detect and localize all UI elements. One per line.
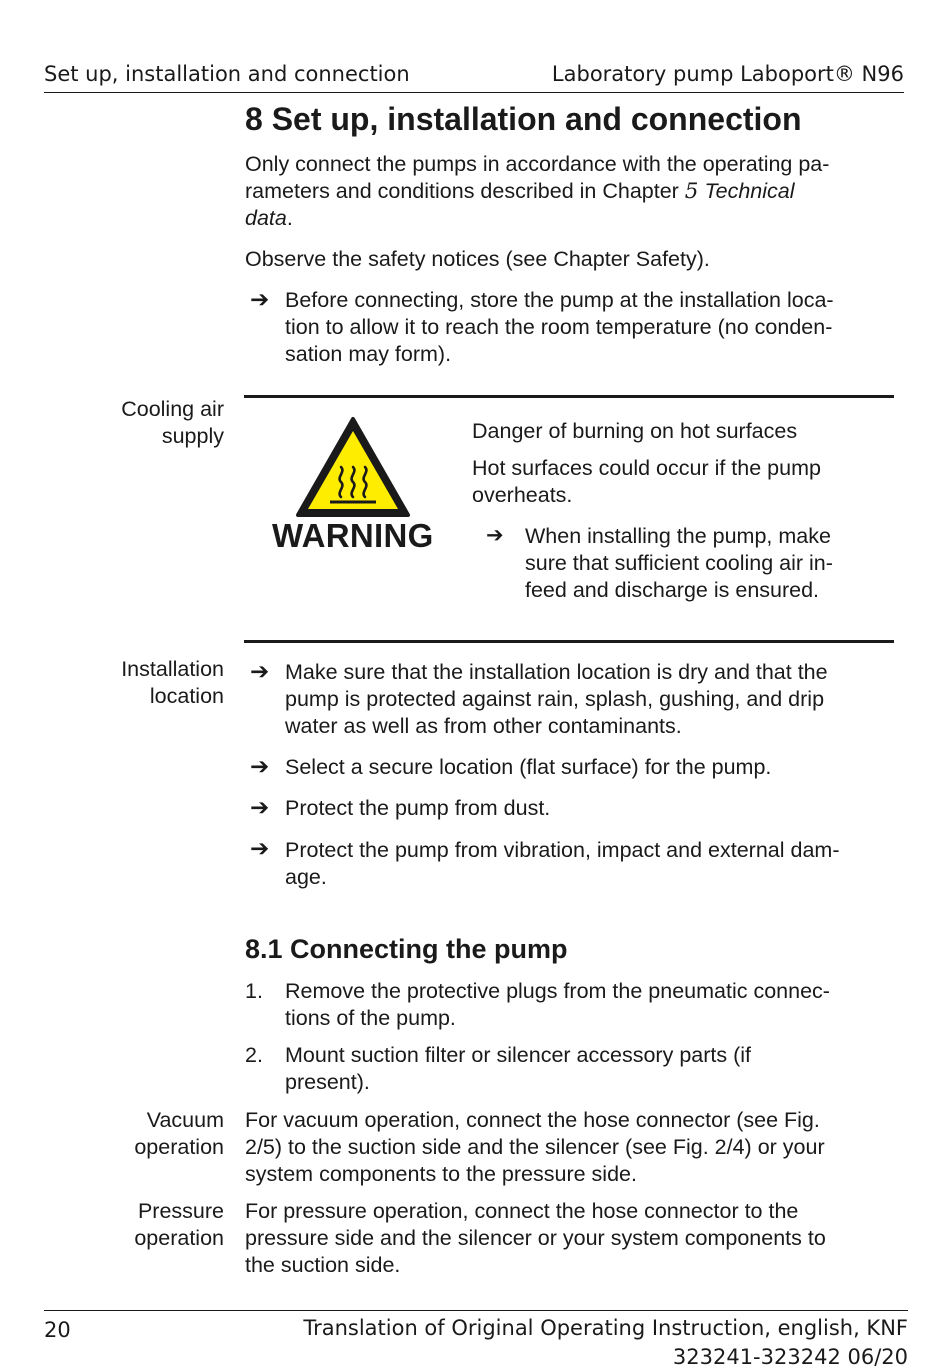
hazard-desc-line: overheats. bbox=[472, 483, 573, 507]
margin-label-line: supply bbox=[161, 424, 224, 448]
chapter-title-part1: Technical bbox=[698, 179, 795, 203]
margin-label-line: Vacuum bbox=[146, 1108, 224, 1132]
margin-label-line: location bbox=[149, 684, 224, 708]
footer-line-1: Translation of Original Operating Instruction, english, KNF bbox=[303, 1316, 908, 1340]
intro-line-1: Only connect the pumps in accordance with the operating pa- bbox=[245, 152, 830, 176]
vacuum-paragraph bbox=[245, 1107, 825, 1188]
warning-top-rule bbox=[244, 395, 894, 398]
margin-label-cooling bbox=[40, 396, 224, 450]
installation-step bbox=[285, 837, 839, 891]
chapter-title-part2: data bbox=[245, 206, 287, 230]
safety-note: Observe the safety notices (see Chapter Safety). bbox=[245, 247, 710, 271]
hazard-action bbox=[525, 523, 833, 604]
hot-surface-warning-icon bbox=[294, 415, 412, 519]
margin-label-line: Cooling air bbox=[121, 397, 224, 421]
margin-label-line: Pressure bbox=[137, 1199, 224, 1223]
paragraph-line: system components to the pressure side. bbox=[245, 1162, 637, 1186]
step-line: Make sure that the installation location is dry and that the bbox=[285, 660, 828, 684]
header-rule bbox=[44, 92, 904, 93]
arrow-icon: ➔ bbox=[486, 524, 504, 547]
margin-label-pressure bbox=[40, 1198, 224, 1252]
step-line: pump is protected against rain, splash, gushing, and drip bbox=[285, 687, 825, 711]
running-header-right: Laboratory pump Laboport® N96 bbox=[551, 62, 904, 86]
page-number: 20 bbox=[44, 1318, 71, 1342]
hazard-desc-line: Hot surfaces could occur if the pump bbox=[472, 456, 821, 480]
store-step bbox=[285, 287, 834, 368]
step-line: Protect the pump from vibration, impact and external dam- bbox=[285, 838, 840, 862]
step-line: present). bbox=[285, 1070, 370, 1094]
step-number: 2. bbox=[245, 1043, 263, 1067]
warning-bottom-rule bbox=[244, 640, 894, 643]
hazard-title: Danger of burning on hot surfaces bbox=[472, 419, 798, 443]
margin-label-installation bbox=[40, 656, 224, 710]
intro-line-2 bbox=[245, 178, 895, 205]
installation-step: Select a secure location (flat surface) for the pump. bbox=[285, 755, 772, 779]
installation-step bbox=[285, 659, 828, 740]
footer-rule bbox=[44, 1310, 908, 1311]
subsection-title: 8.1 Connecting the pump bbox=[245, 934, 568, 964]
margin-label-line: operation bbox=[134, 1226, 224, 1250]
step-line: tions of the pump. bbox=[285, 1006, 456, 1030]
intro-line-3 bbox=[245, 205, 895, 232]
intro-line-2-text: rameters and conditions described in Chapter bbox=[245, 179, 685, 203]
store-step-line: sation may form). bbox=[285, 342, 452, 366]
chapter-number: 5 bbox=[684, 179, 699, 204]
running-header-left: Set up, installation and connection bbox=[44, 62, 410, 86]
margin-label-line: Installation bbox=[121, 657, 224, 681]
paragraph-line: For vacuum operation, connect the hose connector (see Fig. bbox=[245, 1108, 820, 1132]
connect-step bbox=[285, 978, 830, 1032]
arrow-icon: ➔ bbox=[250, 658, 270, 684]
hazard-action-line: When installing the pump, make bbox=[525, 524, 831, 548]
arrow-icon: ➔ bbox=[250, 835, 270, 861]
arrow-icon: ➔ bbox=[250, 794, 270, 820]
margin-label-vacuum bbox=[40, 1107, 224, 1161]
paragraph-line: 2/5) to the suction side and the silencer (see Fig. 2/4) or your bbox=[245, 1135, 825, 1159]
store-step-line: Before connecting, store the pump at the installation loca- bbox=[285, 288, 834, 312]
section-title: 8 Set up, installation and connection bbox=[245, 101, 802, 137]
step-line: Mount suction filter or silencer accessory parts (if bbox=[285, 1043, 751, 1067]
arrow-icon: ➔ bbox=[250, 753, 270, 779]
connect-step bbox=[285, 1042, 751, 1096]
margin-label-line: operation bbox=[134, 1135, 224, 1159]
step-line: Remove the protective plugs from the pneumatic connec- bbox=[285, 979, 830, 1003]
paragraph-line: For pressure operation, connect the hose connector to the bbox=[245, 1199, 799, 1223]
intro-period: . bbox=[286, 206, 293, 230]
hazard-action-line: sure that sufficient cooling air in- bbox=[525, 551, 833, 575]
hazard-description bbox=[472, 455, 821, 509]
installation-step: Protect the pump from dust. bbox=[285, 796, 551, 820]
intro-paragraph bbox=[245, 151, 895, 232]
warning-label: WARNING bbox=[272, 517, 434, 554]
arrow-icon: ➔ bbox=[250, 286, 270, 312]
paragraph-line: the suction side. bbox=[245, 1253, 401, 1277]
store-step-line: tion to allow it to reach the room temperature (no conden- bbox=[285, 315, 833, 339]
step-number: 1. bbox=[245, 979, 263, 1003]
footer-line-2: 323241-323242 06/20 bbox=[672, 1345, 908, 1369]
step-line: water as well as from other contaminants. bbox=[285, 714, 682, 738]
paragraph-line: pressure side and the silencer or your system components to bbox=[245, 1226, 826, 1250]
pressure-paragraph bbox=[245, 1198, 826, 1279]
hazard-action-line: feed and discharge is ensured. bbox=[525, 578, 820, 602]
step-line: age. bbox=[285, 865, 327, 889]
